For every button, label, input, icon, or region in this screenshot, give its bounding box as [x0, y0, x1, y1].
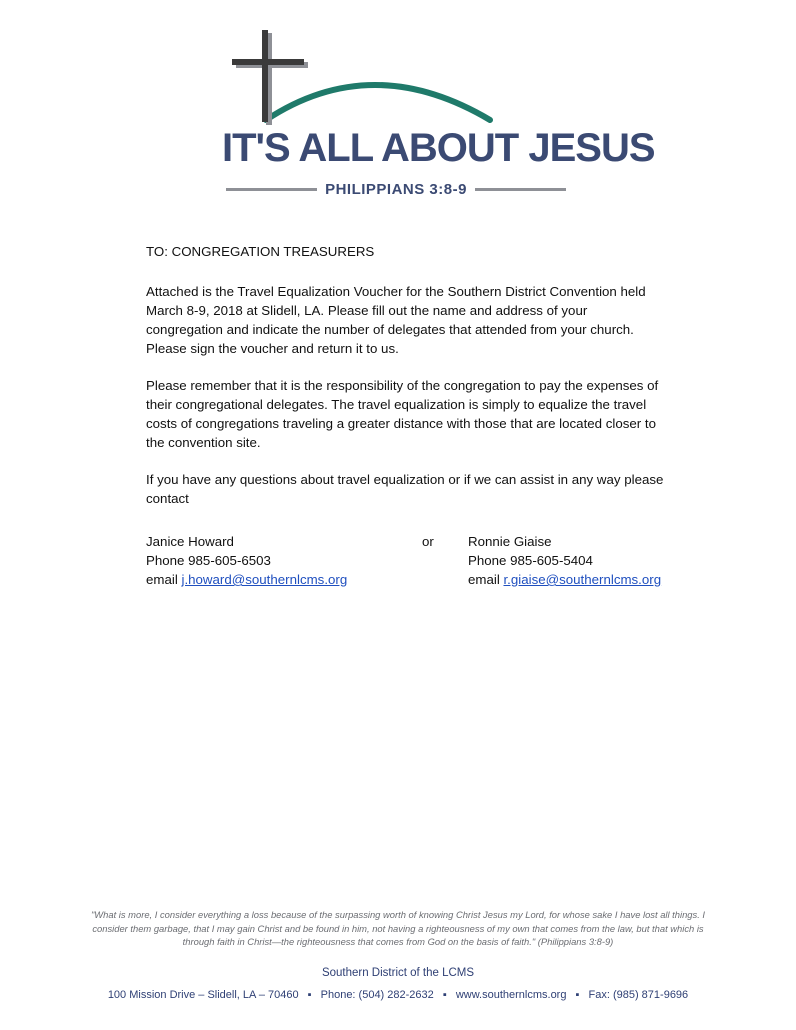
- email-link-ronnie[interactable]: r.giaise@southernlcms.org: [503, 572, 662, 587]
- email-link-janice[interactable]: j.howard@southernlcms.org: [181, 572, 348, 587]
- contact-email-row: [146, 570, 347, 589]
- contact-email-row: [468, 570, 661, 589]
- contact-phone: Phone 985-605-6503: [146, 553, 271, 568]
- organization-name: Southern District of the LCMS: [321, 967, 475, 979]
- website[interactable]: www.southernlcms.org: [455, 989, 567, 1001]
- contact-name: Ronnie Giaise: [468, 534, 552, 549]
- street-address: 100 Mission Drive – Slidell, LA – 70460: [107, 989, 299, 1001]
- contact-phone: Phone 985-605-5404: [468, 553, 593, 568]
- paragraph-voucher: Attached is the Travel Equalization Voucher for the Southern District Convention held March 8-9, 2018 at Slidell, LA. Please fill out the name and address of your congregation and indicate the number of delegates that attended from your church. Please sign the voucher and return it to us.: [146, 284, 646, 356]
- letter-body: [146, 242, 666, 526]
- phone-number: Phone: (504) 282-2632: [320, 989, 434, 1001]
- scripture-quote: "What is more, I consider everything a loss because of the surpassing worth of knowing Christ Jesus my Lord, for whose sake I have lost all things. I consider them garbage, that I may gain Christ and be found in him, not having a righteousness of my own that comes from the law, but that which is through faith in Christ—the righteousness that comes from God on the basis of faith." (Philippians 3:8-9): [90, 909, 706, 947]
- logo-rule-left: [226, 188, 317, 191]
- logo-rule-right: [475, 188, 566, 191]
- logo-title: IT'S ALL ABOUT JESUS: [222, 126, 655, 170]
- separator-bullet: ▪: [575, 989, 580, 1001]
- email-label: email: [468, 572, 500, 587]
- cross-arc-graphic: [222, 28, 570, 128]
- logo-subtitle-row: [226, 178, 566, 200]
- fax-number: Fax: (985) 871-9696: [588, 989, 689, 1001]
- ministry-logo: [222, 28, 655, 198]
- address-line: [0, 989, 796, 1001]
- separator-bullet: ▪: [442, 989, 447, 1001]
- contact-janice: [146, 532, 347, 589]
- paragraph-contact: If you have any questions about travel equalization or if we can assist in any way please contact: [146, 472, 664, 506]
- paragraph-responsibility: Please remember that it is the responsibility of the congregation to pay the expenses of their congregational delegates. The travel equalization is simply to equalize the travel costs of congregations traveling a greater distance with those that are located closer to the convention site.: [146, 378, 659, 450]
- logo-subtitle: PHILIPPIANS 3:8-9: [325, 180, 467, 198]
- recipient-line: TO: CONGREGATION TREASURERS: [146, 244, 375, 259]
- separator-bullet: ▪: [307, 989, 312, 1001]
- or-text: or: [422, 534, 434, 549]
- contact-ronnie: [468, 532, 661, 589]
- email-label: email: [146, 572, 178, 587]
- contact-name: Janice Howard: [146, 534, 234, 549]
